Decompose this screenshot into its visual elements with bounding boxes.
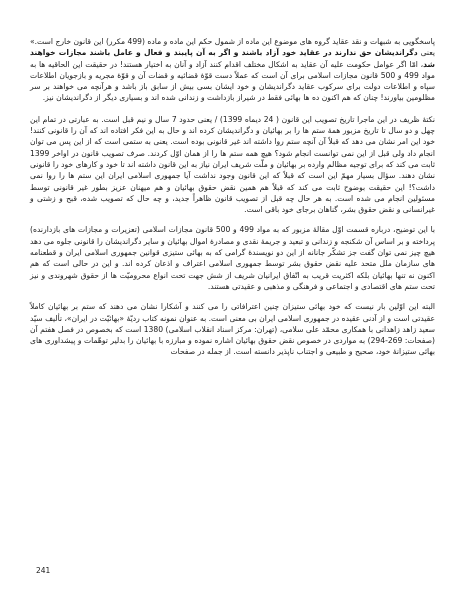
paragraph-4 — [30, 301, 435, 357]
paragraph-3-text: با این توضیح، درباره قسمت اوّل مقالۀ مزبور که به مواد 499 و 500 قانون مجازات اسلامی (تعزیرات و مجازات های بازدارنده) پرداخته و بر اساس آن شکنجه و زندانی و تبعید و جریمۀ نقدی و مصادرۀ اموال بهائیان و سایر دگراندیشان را قانونی جلوه می دهد هیچ چیز نمی توان گفت جز تشکّر جانانه از این دو نویسندۀ گرامی که به بهائی ستیزی قوانین جمهوری اسلامی ایران و قطعنامه های سازمان ملل متحد علیه نقض حقوق بشر توسط جمهوری اسلامی اعتراف و اذعان کرده اند. و این در حالی است که هم اکنون نه تنها بهائیان بلکه اکثریت قریب به اتّفاق ایرانیان شریف از شش جهت تحت انواع محرومیّت ها از حقوق شهروندی و نیز تحت ستم های اقتصادی و اجتماعی و فرهنگی و مذهبی و عقیدتی هستند. — [30, 225, 436, 291]
paragraph-2 — [30, 114, 435, 216]
paragraph-1-part-1: پاسخگویی به شبهات و نقد عقاید گروه های موضوع این ماده از شمول حکم این ماده و ماده (499 مکرر) این قانون خارج است.» یعنی — [30, 37, 435, 58]
paragraph-3 — [30, 224, 435, 292]
paragraph-4-text: البته این اوّلین بار نیست که خود بهائی ستیزان چنین اعترافاتی را می کنند و آشکارا نشان می دهند که ستم بر بهائیان کاملاً عقیدتی است و از آدنی عقیده در جمهوری اسلامی ایران بی معنی است. به عنوان نمونه کتاب ردیّۀ «بهائیّت در ایران»، تألیف سیّد سعید زاهد زاهدانی با همکاری محمّد علی سلامی، (تهران: مرکز اسناد انقلاب اسلامی) 1380 است که بخصوص در فصل هفتم آن (صفحات: 269-294) به مواردی در خصوص نقض حقوق بهائیان اشاره نموده و مبارزه با بهائیان را بدلیر توهّمات و پیشداوری های بهائی ستیزانۀ خود، صحیح و طبیعی و اجتناب ناپذیر دانسته است. از جمله در صفحات — [30, 302, 436, 357]
document-body — [30, 36, 435, 367]
paragraph-1 — [30, 36, 435, 104]
paragraph-2-text: نکتۀ ظریف در این ماجرا تاریخ تصویب این قانون ( 24 دیماه 1399) / یعنی حدود 7 سال و نیم قبل است. به عبارتی در تمام این چهل و دو سال تا تاریخ مزبور همۀ ستم ها را بر بهائیان و دگراندیشان کرده اند و حال به این فکر افتاده اند که آن را قانونی کنند! خود این امر نشان می دهد که قبلاً آن آنچه ستم روا داشته اند غیر قانونی بوده است. یعنی به ستمی است که از این پس می توان انجام داد ولی قبل از این نمی توانست انجام شود؟ هیچ همه ستم ها را از همان اوّل کردند. صرف تصویب قانون در اواخر 1399 ثابت می کند که برای توجیه مظالم وارده بر بهائیان و ملّت شریف ایران نیاز به این قانون داشته اند تا خود و کارهای خود را قانونی نشان دهند. سؤال بسیار مهمّ این است که قبلاً که این قانون وجود نداشت آیا جمهوری اسلامی ایران این ستم ها را روا نمی داشت؟! این حقیقت بوضوح ثابت می کند که قبلاً هم همین نقض حقوق بهائیان و هم میهنان عزیز بطور غیر قانونی توسط مسئولین انجام می شده است. به هر حال چه قبل از تصویب قانون ظاهراً جدید، و چه حال که تصویب شده، قبح و زشتی و غیرانسانی و نقض حقوق بشر، گناهان برجای خود باقی است. — [30, 114, 435, 215]
paragraph-1-part-2: ، امّا اگر عوامل حکومت علیه آن عقاید به اشکال مختلف اقدام کنند آزاد و آنان به اختیار هستند! در حقیقت این الحاقیه ها به مواد 499 و 500 قانون مجازات اسلامی برای آن است که عملاً دست قوّۀ قضائیه و قضات آن و قوّۀ مجریه و بازجویان اطلاعات سپاه و اطلاعات دولت برای سرکوب عقاید دگراندیشان و خود ایشان بسی بیش از سابق باز باشد و هرآنچه می خواهند بر سر مظلومین بیاورند! چنان که هم اکنون ده ها بهائی فقط در شیراز بازداشت و زندانی شده اند و بسیاری دیگر از دگراندیشان نیز. — [30, 59, 435, 103]
page-number: 241 — [36, 566, 51, 575]
paragraph-1-bold-phrase: دگراندیشان حق ندارند در عقاید خود آزاد باشند و اگر به آن پایبند و فعال و عامل باشند مجازات خواهند شد — [30, 48, 435, 69]
